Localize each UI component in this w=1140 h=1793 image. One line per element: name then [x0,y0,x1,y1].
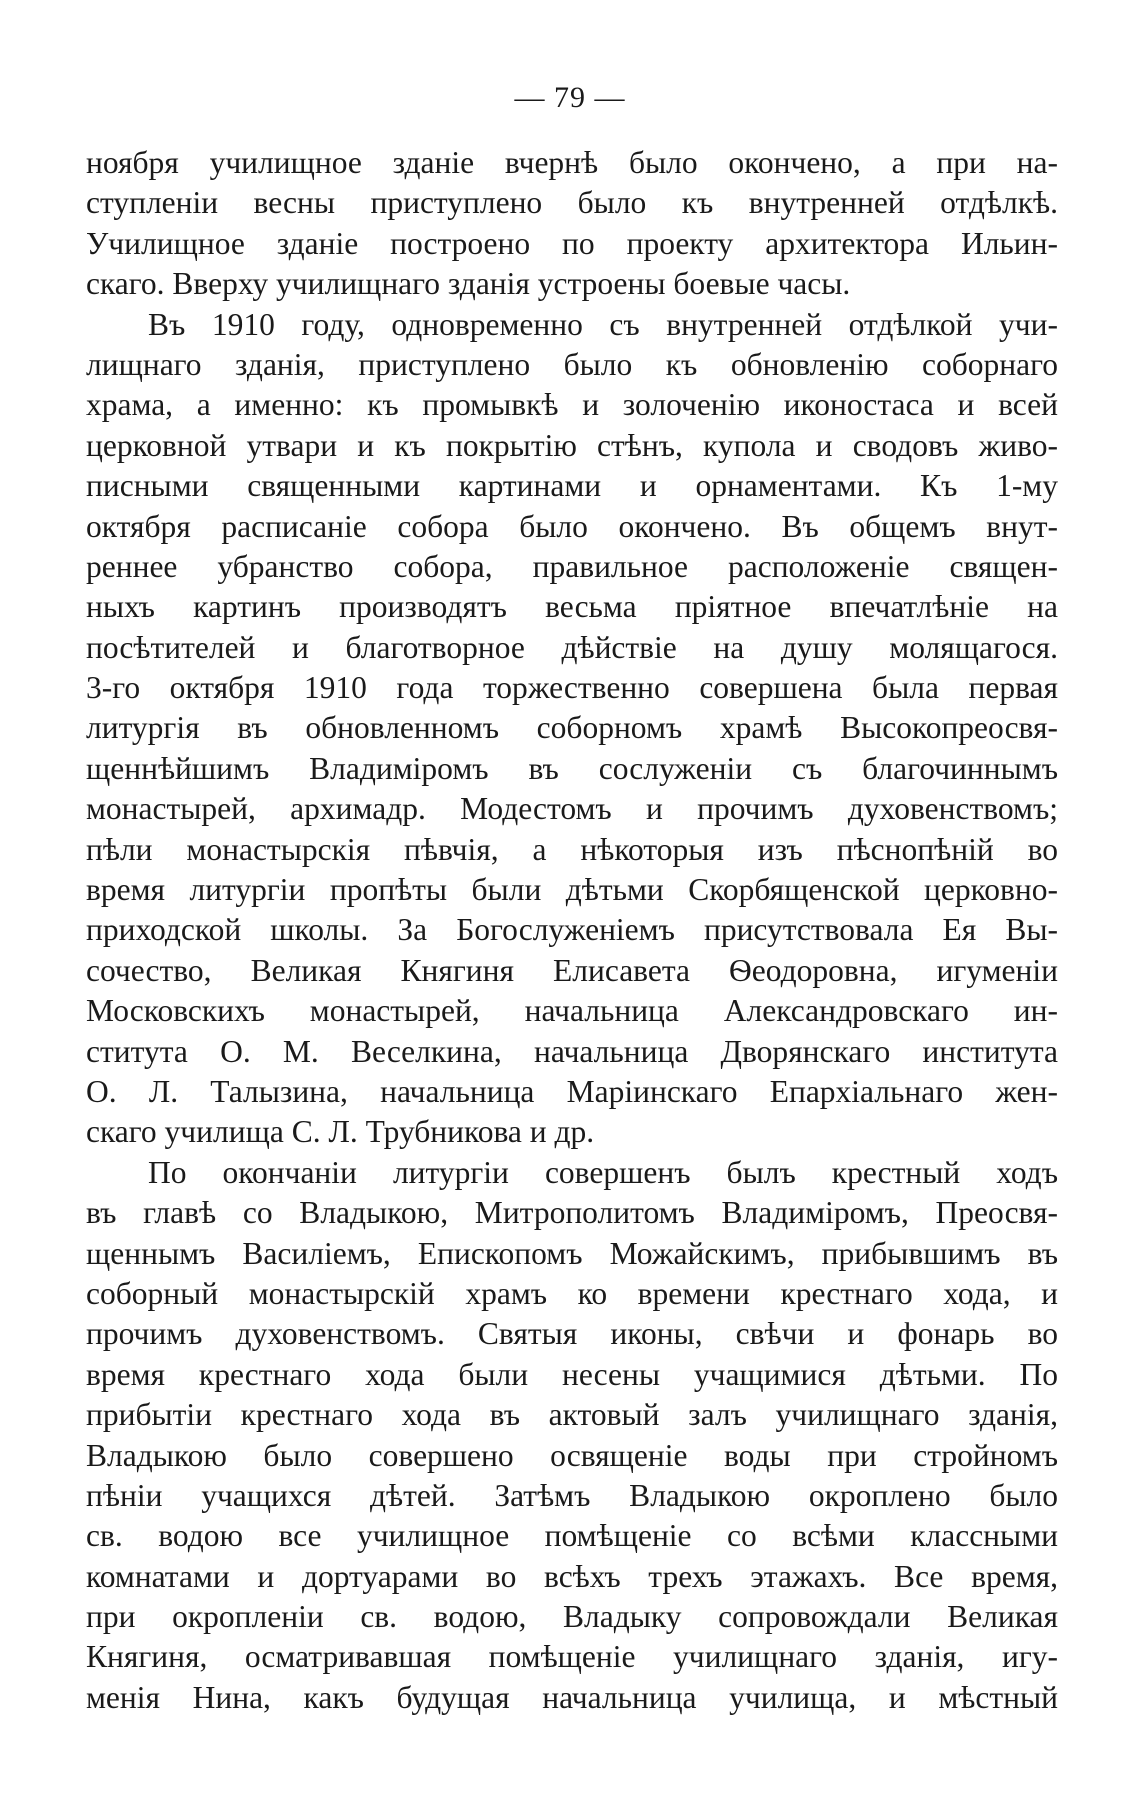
text-line: комнатами и дортуарами во всѣхъ трехъ этажахъ. Все время, [86,1558,1058,1594]
page-number: — 79 — [514,81,626,114]
text-line: ступленіи весны приступлено было къ внутренней отдѣлкѣ. [86,185,1058,221]
text-line: По окончаніи литургіи совершенъ былъ крестный ходъ [148,1154,1058,1190]
text-line: писными священными картинами и орнаментами. Къ 1-му [86,468,1058,504]
text-line: храма, а именно: къ промывкѣ и золоченію иконостаса и всей [86,387,1058,423]
text-line: соборный монастырскій храмъ ко времени крестнаго хода, и [86,1275,1058,1311]
text-line: литургія въ обновленномъ соборномъ храмѣ Высокопреосвя- [86,710,1058,746]
text-line: посѣтителей и благотворное дѣйствіе на душу молящагося. [86,629,1058,665]
text-line: приходской школы. За Богослуженіемъ присутствовала Ея Вы- [86,912,1058,948]
text-line: церковной утвари и къ покрытію стѣнъ, купола и сводовъ живо- [86,427,1058,463]
text-line: Московскихъ монастырей, начальница Александровскаго ин- [86,993,1058,1029]
text-line: Княгиня, осматривавшая помѣщеніе училищнаго зданія, игу- [86,1639,1058,1675]
text-line: сочество, Великая Княгиня Елисавета Ѳеодоровна, игуменіи [86,952,1058,988]
text-line: прочимъ духовенствомъ. Святыя иконы, свѣчи и фонарь во [86,1316,1058,1352]
text-line: пѣніи учащихся дѣтей. Затѣмъ Владыкою окроплено было [86,1477,1058,1513]
text-line: св. водою все училищное помѣщеніе со всѣми классными [86,1518,1058,1554]
text-line: время литургіи пропѣты были дѣтьми Скорбященской церковно- [86,872,1058,908]
text-line: О. Л. Талызина, начальница Маріинскаго Епархіальнаго жен- [86,1073,1058,1109]
text-line: при окропленіи св. водою, Владыку сопровождали Великая [86,1599,1058,1635]
text-line: 3-го октября 1910 года торжественно совершена была первая [86,670,1058,706]
text-line: скаго. Вверху училищнаго зданія устроены боевые часы. [86,266,851,302]
body-text [86,143,1058,1718]
text-line: монастырей, архимадр. Модестомъ и прочимъ духовенствомъ; [86,791,1058,827]
text-line: Училищное зданіе построено по проекту архитектора Ильин- [86,225,1058,261]
text-line: скаго училища С. Л. Трубникова и др. [86,1114,595,1150]
text-line: менія Нина, какъ будущая начальница училища, и мѣстный [86,1679,1058,1715]
text-line: пѣли монастырскія пѣвчія, а нѣкоторыя изъ пѣснопѣній во [86,831,1058,867]
text-line: въ главѣ со Владыкою, Митрополитомъ Владиміромъ, Преосвя- [86,1195,1058,1231]
text-line: прибытіи крестнаго хода въ актовый залъ училищнаго зданія, [86,1397,1058,1433]
text-line: реннее убранство собора, правильное расположеніе священ- [86,548,1058,584]
text-line: время крестнаго хода были несены учащимися дѣтьми. По [86,1356,1058,1392]
text-line: лищнаго зданія, приступлено было къ обновленію соборнаго [86,346,1058,382]
text-line: октября расписаніе собора было окончено. Въ общемъ внут- [86,508,1058,544]
text-line: Владыкою было совершено освященіе воды при стройномъ [86,1437,1058,1473]
text-line: ноября училищное зданіе вчернѣ было окончено, а при на- [86,145,1058,180]
text-line: щеннѣйшимъ Владиміромъ въ сослуженіи съ благочиннымъ [86,750,1058,786]
text-line: Въ 1910 году, одновременно съ внутренней отдѣлкой учи- [148,306,1058,342]
text-line: ныхъ картинъ производятъ весьма пріятное впечатлѣніе на [86,589,1058,625]
text-line: щеннымъ Василіемъ, Епископомъ Можайскимъ, прибывшимъ въ [86,1235,1058,1271]
text-line: ститута О. М. Веселкина, начальница Дворянскаго института [86,1033,1058,1069]
